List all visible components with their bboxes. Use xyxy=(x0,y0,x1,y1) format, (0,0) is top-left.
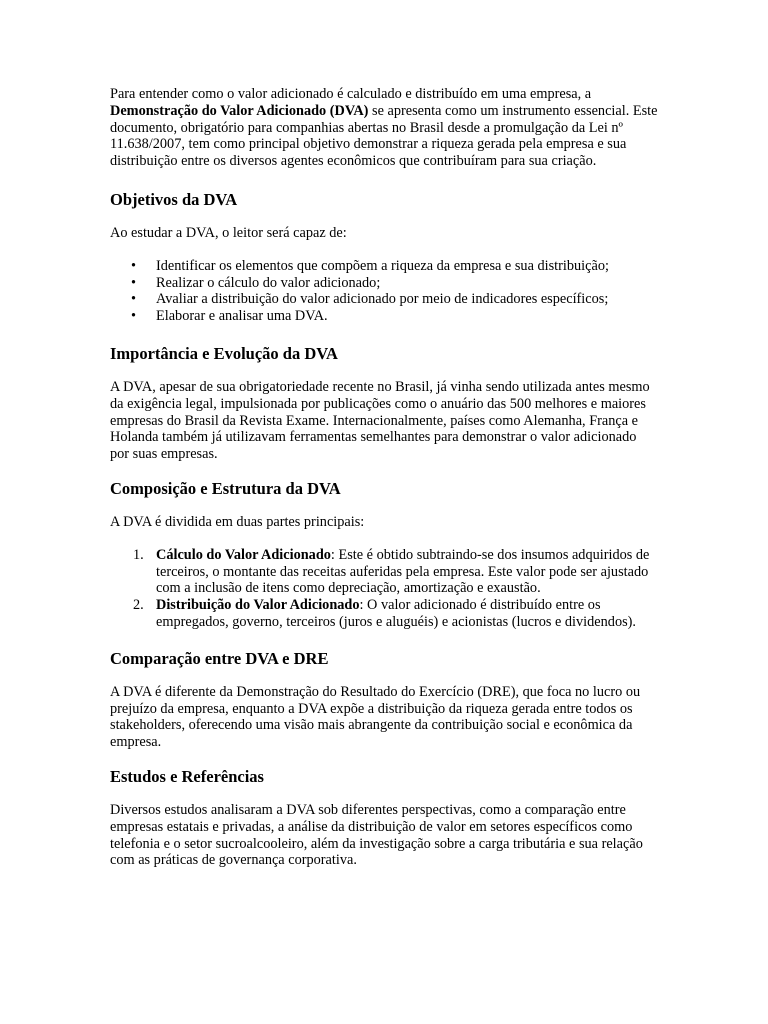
list-item: • Avaliar a distribuição do valor adicionado por meio de indicadores específicos; xyxy=(110,291,658,308)
estudos-paragraph: Diversos estudos analisaram a DVA sob diferentes perspectivas, como a comparação entre empresas estatais e privadas, a análise da distribuição de valor em setores específicos como telefonia e o setor sucroalcooleiro, além da investigação sobre a carga tributária e sua relação com as práticas de governança corporativa. xyxy=(110,801,643,869)
list-item: • Realizar o cálculo do valor adicionado; xyxy=(110,275,658,292)
list-desc: : Este é obtido subtraindo-se dos insumos adquiridos de terceiros, o montante das receitas auferidas pela empresa. Este valor pode ser ajustado com a inclusão de itens como depreciação, amortização e exaustão. xyxy=(156,546,650,597)
intro-prefix: Para entender como o valor adicionado é calculado e distribuído em uma empresa, a xyxy=(110,86,592,102)
intro-bold-term: Demonstração do Valor Adicionado (DVA) xyxy=(110,102,369,119)
heading-composicao: Composição e Estrutura da DVA xyxy=(110,478,341,498)
list-item: • Elaborar e analisar uma DVA. xyxy=(110,308,658,325)
composicao-list xyxy=(110,547,658,631)
list-number: 1. xyxy=(133,546,144,563)
list-term: Cálculo do Valor Adicionado xyxy=(156,546,331,563)
list-item: • Identificar os elementos que compõem a riqueza da empresa e sua distribuição; xyxy=(110,258,658,275)
importancia-paragraph: A DVA, apesar de sua obrigatoriedade recente no Brasil, já vinha sendo utilizada antes mesmo da exigência legal, impulsionada por publicações como o anuário das 500 melhores e maiores empresas do Brasil da Revista Exame. Internacionalmente, países como Alemanha, França e Holanda também já utilizavam ferramentas semelhantes para demonstrar o valor adicionado por suas empresas. xyxy=(110,378,650,463)
heading-comparacao: Comparação entre DVA e DRE xyxy=(110,648,329,668)
list-number: 2. xyxy=(133,597,144,614)
intro-suffix: se apresenta como um instrumento essencial. Este documento, obrigatório para companhias abertas no Brasil desde a promulgação da Lei nº 11.638/2007, tem como principal objetivo demonstrar a riqueza gerada pela empresa e sua distribuição entre os diversos agentes econômicos que contribuíram para sua criação. xyxy=(110,102,658,170)
list-term: Distribuição do Valor Adicionado xyxy=(156,597,360,614)
heading-objetivos: Objetivos da DVA xyxy=(110,189,238,209)
composicao-lead: A DVA é dividida em duas partes principais: xyxy=(110,513,365,530)
comparacao-paragraph: A DVA é diferente da Demonstração do Resultado do Exercício (DRE), que foca no lucro ou prejuízo da empresa, enquanto a DVA expõe a distribuição da riqueza gerada entre todos os stakeholders, oferecendo uma visão mais abrangente da contribuição social e econômica da empresa. xyxy=(110,683,641,751)
list-item xyxy=(110,547,658,597)
heading-importancia: Importância e Evolução da DVA xyxy=(110,343,338,363)
list-item xyxy=(110,597,658,631)
objetivos-lead: Ao estudar a DVA, o leitor será capaz de: xyxy=(110,224,347,241)
list-desc: : O valor adicionado é distribuído entre os empregados, governo, terceiros (juros e aluguéis) e acionistas (lucros e dividendos). xyxy=(156,597,636,630)
heading-estudos: Estudos e Referências xyxy=(110,766,264,786)
document-body xyxy=(110,86,658,869)
objetivos-list xyxy=(110,258,658,325)
intro-paragraph xyxy=(110,86,658,170)
